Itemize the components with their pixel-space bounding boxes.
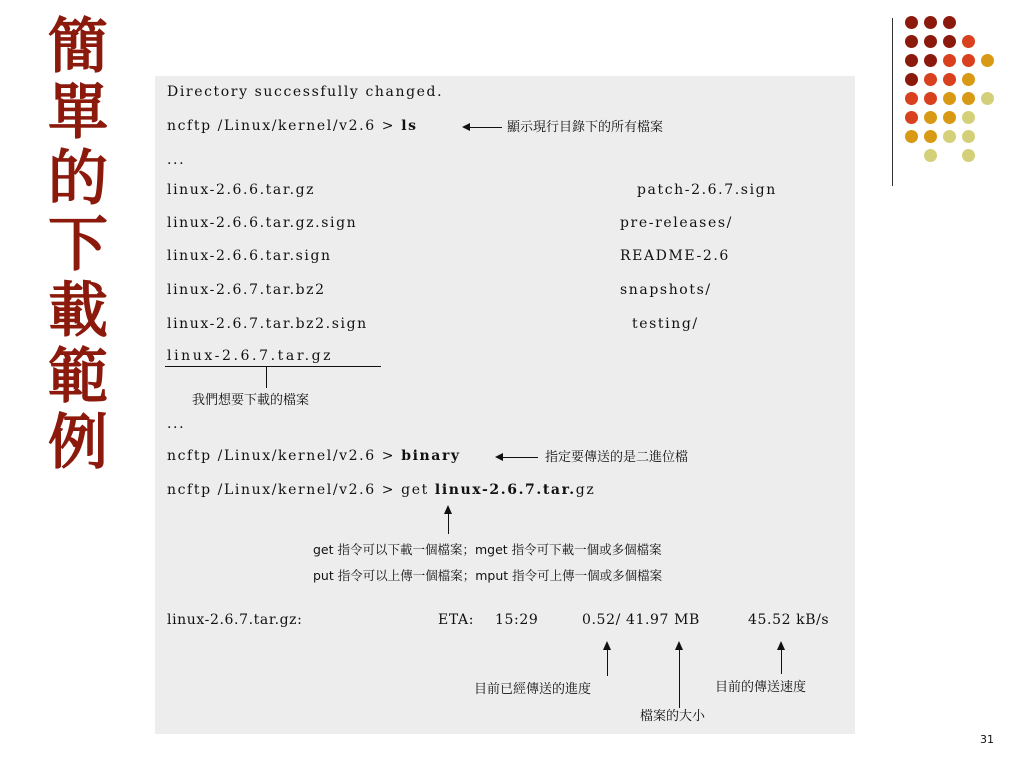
arrow-up-icon [444, 505, 452, 514]
title-char: 例 [48, 408, 108, 478]
decorative-dot [962, 54, 975, 67]
decorative-dot [924, 130, 937, 143]
arrow-line [468, 127, 502, 128]
file-item: README-2.6 [620, 248, 730, 264]
terminal-line: ... [167, 152, 186, 168]
decorative-dot [905, 130, 918, 143]
title-char: 單 [48, 78, 108, 148]
decorative-dot [943, 54, 956, 67]
annotation: 顯示現行目錄下的所有檔案 [507, 120, 664, 135]
annotation: 檔案的大小 [640, 709, 706, 724]
annotation: 目前的傳送速度 [715, 680, 807, 695]
annotation: 目前已經傳送的進度 [474, 682, 592, 697]
slide-title [38, 14, 118, 476]
decorative-dot [924, 35, 937, 48]
file-item: patch-2.6.7.sign [637, 182, 777, 198]
decorative-dot [981, 54, 994, 67]
underline [165, 366, 381, 367]
arrow-line [502, 457, 538, 458]
decorative-dot [905, 35, 918, 48]
decorative-dot [905, 92, 918, 105]
title-char: 範 [48, 342, 108, 412]
decorative-dot [962, 35, 975, 48]
decorative-dot [924, 92, 937, 105]
prompt-text: ncftp /Linux/kernel/v2.6 > [167, 118, 402, 134]
pointer-line [266, 366, 267, 388]
status-speed: 45.52 kB/s [748, 612, 830, 628]
decorative-dot [962, 92, 975, 105]
arrow-up-icon [675, 641, 683, 650]
arrow-left-icon [462, 123, 470, 131]
title-char: 載 [48, 276, 108, 346]
decorative-dot [943, 73, 956, 86]
decorative-dot [981, 92, 994, 105]
decorative-dot [943, 92, 956, 105]
target-file: linux-2.6.7.tar.gz [167, 348, 334, 364]
arrow-up-icon [603, 641, 611, 650]
arrow-line [607, 648, 608, 676]
decorative-dot [943, 130, 956, 143]
file-item: testing/ [632, 316, 699, 332]
decorative-dot [943, 16, 956, 29]
annotation: put 指令可以上傳一個檔案；mput 指令可上傳一個或多個檔案 [313, 568, 663, 583]
terminal-line [167, 447, 461, 465]
decorative-dot [905, 73, 918, 86]
arrow-up-icon [777, 641, 785, 650]
terminal-line: ... [167, 416, 186, 432]
file-item: pre-releases/ [620, 215, 733, 231]
file-item: linux-2.6.6.tar.gz [167, 182, 316, 198]
decorative-dot [962, 111, 975, 124]
decorative-dot [924, 54, 937, 67]
status-eta: 15:29 [495, 612, 539, 628]
title-char: 的 [48, 144, 108, 214]
status-progress: 0.52/ 41.97 MB [582, 612, 700, 628]
command-text: gz [575, 482, 596, 498]
decorative-dot [943, 111, 956, 124]
annotation: 指定要傳送的是二進位檔 [545, 450, 689, 465]
decorative-dot [924, 149, 937, 162]
terminal-line: Directory successfully changed. [167, 84, 444, 100]
arrow-line [781, 648, 782, 674]
annotation: 我們想要下載的檔案 [192, 393, 310, 408]
decorative-dot [905, 16, 918, 29]
arrow-left-icon [495, 453, 503, 461]
decorative-dot [943, 35, 956, 48]
terminal-line [167, 117, 418, 135]
file-item: linux-2.6.7.tar.bz2.sign [167, 316, 368, 332]
prompt-text: ncftp /Linux/kernel/v2.6 > [167, 448, 402, 464]
arrow-line [679, 648, 680, 708]
command-text: binary [401, 448, 461, 464]
command-text: linux-2.6.7.tar. [434, 482, 576, 498]
decorative-dot-grid [905, 16, 1015, 166]
decorative-dot [924, 73, 937, 86]
arrow-line [448, 512, 449, 534]
file-item: linux-2.6.7.tar.bz2 [167, 282, 326, 298]
decorative-dot [924, 16, 937, 29]
decorative-dot [905, 111, 918, 124]
annotation: get 指令可以下載一個檔案；mget 指令可下載一個或多個檔案 [313, 542, 662, 557]
decorative-dot [924, 111, 937, 124]
status-filename: linux-2.6.7.tar.gz: [167, 612, 303, 628]
terminal-line [167, 481, 595, 499]
prompt-text: ncftp /Linux/kernel/v2.6 > get [167, 482, 435, 498]
file-item: snapshots/ [620, 282, 712, 298]
decorative-dot [962, 149, 975, 162]
command-text: ls [401, 118, 418, 134]
decorative-dot [962, 130, 975, 143]
decorative-dot [962, 73, 975, 86]
file-item: linux-2.6.6.tar.gz.sign [167, 215, 358, 231]
decorative-dot [905, 54, 918, 67]
page-number: 31 [980, 733, 994, 746]
title-char: 下 [48, 210, 108, 280]
decorative-divider [892, 18, 893, 186]
file-item: linux-2.6.6.tar.sign [167, 248, 332, 264]
title-char: 簡 [48, 12, 108, 82]
status-eta-label: ETA: [438, 612, 475, 628]
